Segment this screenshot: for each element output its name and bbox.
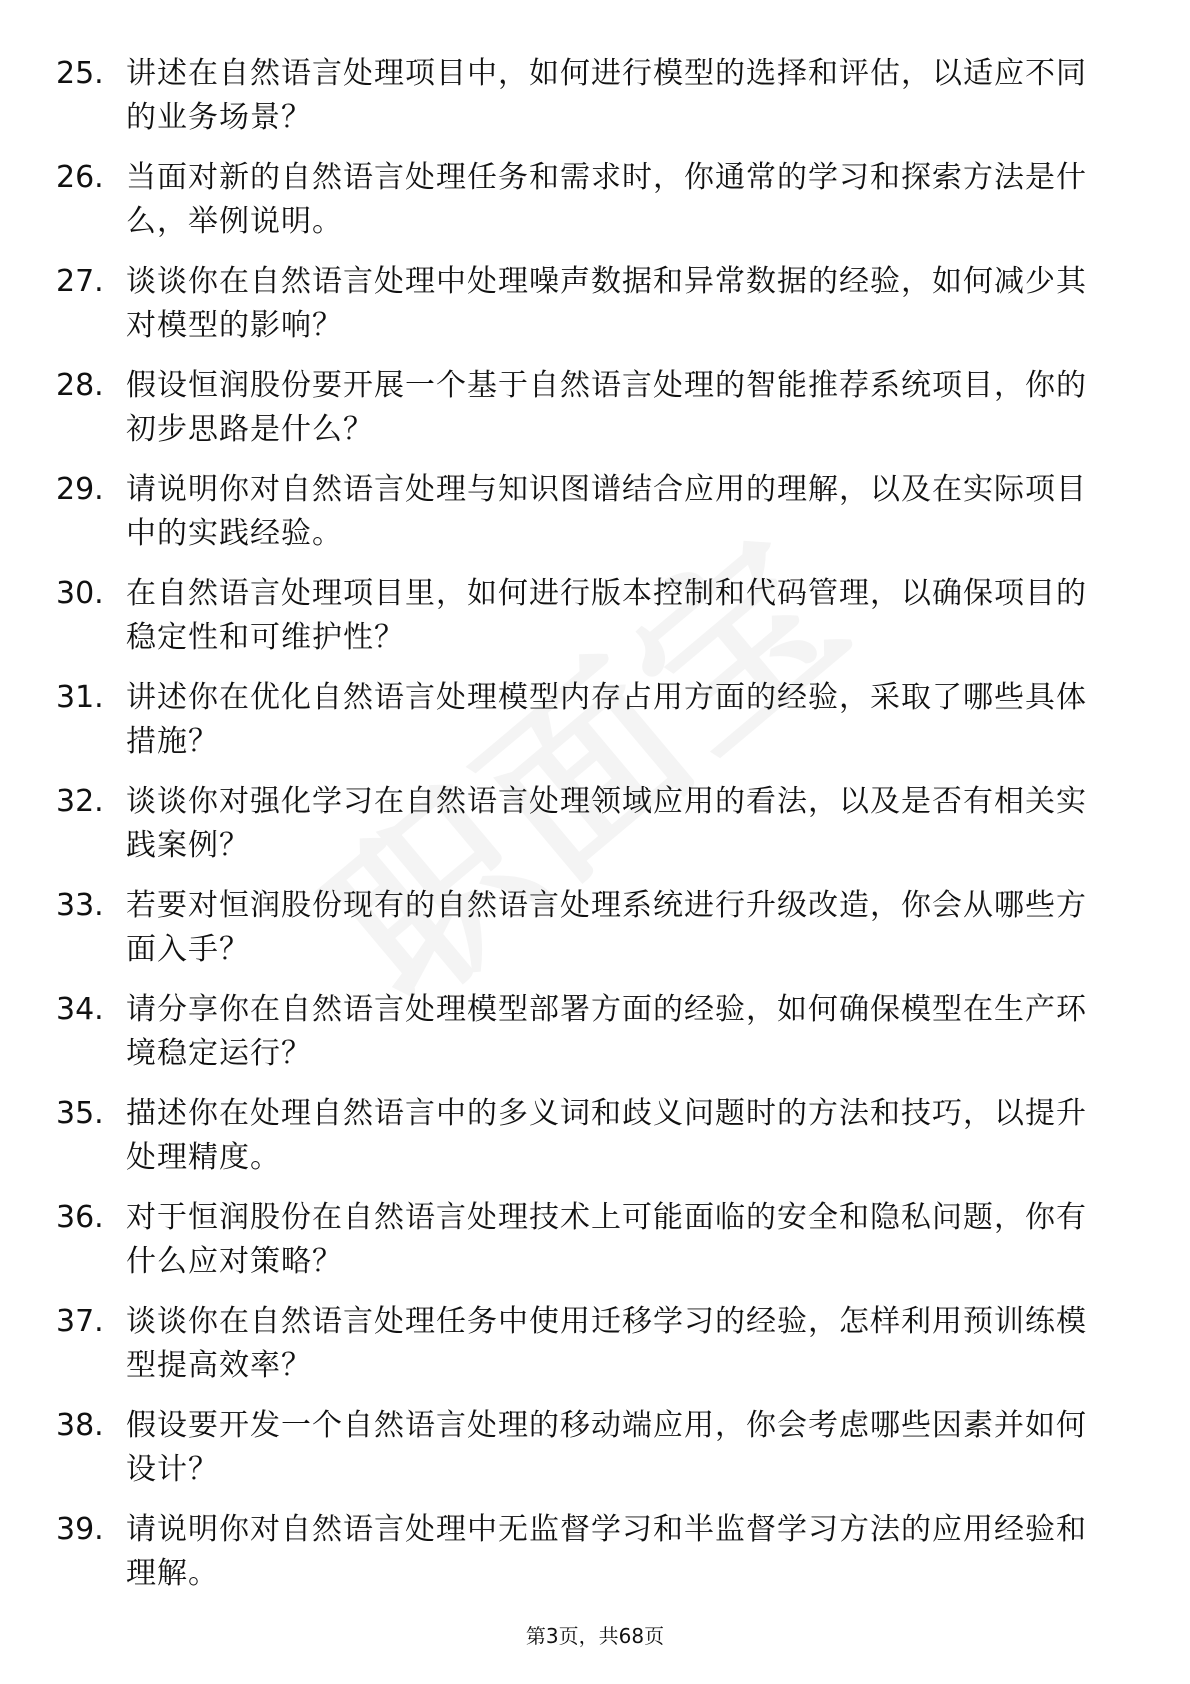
question-text: 请分享你在自然语言处理模型部署方面的经验，如何确保模型在生产环境稳定运行？ (126, 992, 1087, 1071)
question-number: 36. (56, 1200, 104, 1235)
question-item (0, 884, 1190, 988)
question-text: 对于恒润股份在自然语言处理技术上可能面临的安全和隐私问题，你有什么应对策略？ (126, 1200, 1087, 1279)
question-text: 描述你在处理自然语言中的多义词和歧义问题时的方法和技巧，以提升处理精度。 (126, 1096, 1087, 1175)
question-text: 讲述你在优化自然语言处理模型内存占用方面的经验，采取了哪些具体措施？ (126, 680, 1087, 759)
question-number: 30. (56, 576, 104, 611)
question-text: 谈谈你在自然语言处理任务中使用迁移学习的经验，怎样利用预训练模型提高效率？ (126, 1304, 1087, 1383)
question-text: 假设要开发一个自然语言处理的移动端应用，你会考虑哪些因素并如何设计？ (126, 1408, 1087, 1487)
question-item (0, 156, 1190, 260)
question-number: 34. (56, 992, 104, 1027)
question-item (0, 988, 1190, 1092)
question-item (0, 1196, 1190, 1300)
question-item (0, 52, 1190, 156)
question-text: 若要对恒润股份现有的自然语言处理系统进行升级改造，你会从哪些方面入手？ (126, 888, 1087, 967)
question-number: 26. (56, 160, 104, 195)
question-text: 讲述在自然语言处理项目中，如何进行模型的选择和评估，以适应不同的业务场景？ (126, 56, 1087, 135)
question-text: 请说明你对自然语言处理与知识图谱结合应用的理解，以及在实际项目中的实践经验。 (126, 472, 1087, 551)
question-number: 35. (56, 1096, 104, 1131)
question-number: 31. (56, 680, 104, 715)
question-item (0, 364, 1190, 468)
page-number-label: 第3页，共68页 (525, 1624, 665, 1648)
question-number: 38. (56, 1408, 104, 1443)
question-number: 25. (56, 56, 104, 91)
question-item (0, 572, 1190, 676)
question-text: 请说明你对自然语言处理中无监督学习和半监督学习方法的应用经验和理解。 (126, 1512, 1087, 1591)
question-item (0, 1300, 1190, 1404)
question-number: 28. (56, 368, 104, 403)
question-item (0, 780, 1190, 884)
question-item (0, 676, 1190, 780)
question-number: 39. (56, 1512, 104, 1547)
question-number: 29. (56, 472, 104, 507)
question-text: 谈谈你在自然语言处理中处理噪声数据和异常数据的经验，如何减少其对模型的影响？ (126, 264, 1087, 343)
question-number: 33. (56, 888, 104, 923)
question-item (0, 1508, 1190, 1612)
page-footer (0, 1622, 1190, 1650)
question-text: 假设恒润股份要开展一个基于自然语言处理的智能推荐系统项目，你的初步思路是什么？ (126, 368, 1087, 447)
question-number: 32. (56, 784, 104, 819)
question-text: 在自然语言处理项目里，如何进行版本控制和代码管理，以确保项目的稳定性和可维护性？ (126, 576, 1087, 655)
question-number: 37. (56, 1304, 104, 1339)
question-list (0, 52, 1190, 1612)
question-item (0, 1092, 1190, 1196)
question-number: 27. (56, 264, 104, 299)
question-item (0, 260, 1190, 364)
question-text: 当面对新的自然语言处理任务和需求时，你通常的学习和探索方法是什么，举例说明。 (126, 160, 1087, 239)
question-item (0, 1404, 1190, 1508)
question-text: 谈谈你对强化学习在自然语言处理领域应用的看法，以及是否有相关实践案例？ (126, 784, 1087, 863)
question-item (0, 468, 1190, 572)
